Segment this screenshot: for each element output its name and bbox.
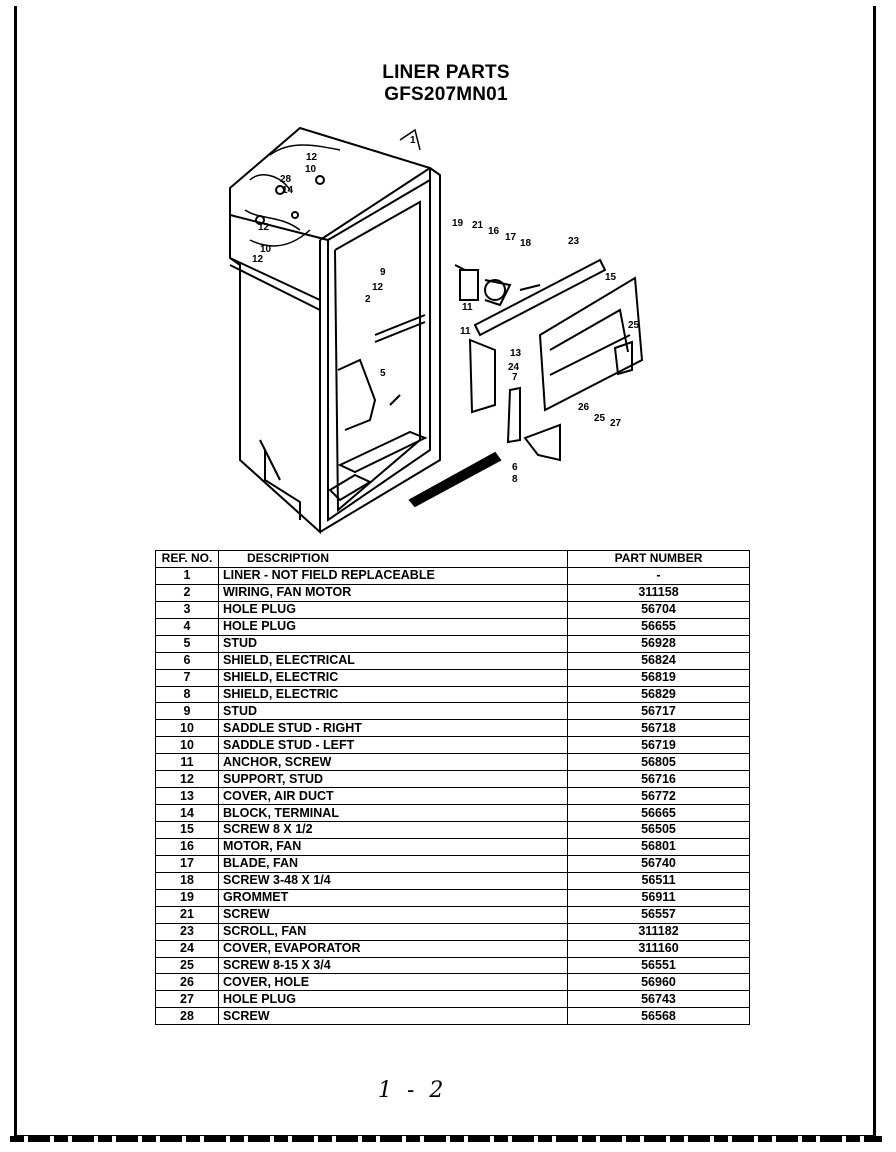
ref-cell: 28 bbox=[156, 1008, 219, 1025]
ref-cell: 12 bbox=[156, 771, 219, 788]
table-row bbox=[156, 838, 750, 855]
svg-text:28: 28 bbox=[280, 174, 292, 185]
part-number-cell: 56824 bbox=[568, 652, 750, 669]
table-row bbox=[156, 601, 750, 618]
model-number: GFS207MN01 bbox=[384, 84, 508, 105]
ref-cell: 4 bbox=[156, 618, 219, 635]
part-number-cell: 56716 bbox=[568, 771, 750, 788]
description-cell: SCREW 3-48 X 1/4 bbox=[219, 872, 568, 889]
svg-text:25: 25 bbox=[628, 320, 640, 331]
part-number-cell: 56772 bbox=[568, 788, 750, 805]
ref-cell: 26 bbox=[156, 974, 219, 991]
description-cell: SADDLE STUD - LEFT bbox=[219, 737, 568, 754]
part-number-cell: 56505 bbox=[568, 822, 750, 839]
table-row bbox=[156, 940, 750, 957]
ref-cell: 24 bbox=[156, 940, 219, 957]
ref-cell: 19 bbox=[156, 889, 219, 906]
description-cell: SADDLE STUD - RIGHT bbox=[219, 720, 568, 737]
description-cell: HOLE PLUG bbox=[219, 618, 568, 635]
svg-text:17: 17 bbox=[505, 232, 517, 243]
description-cell: SHIELD, ELECTRIC bbox=[219, 686, 568, 703]
svg-text:24: 24 bbox=[508, 362, 520, 373]
description-cell: HOLE PLUG bbox=[219, 991, 568, 1008]
table-row bbox=[156, 669, 750, 686]
ref-cell: 11 bbox=[156, 754, 219, 771]
description-cell: LINER - NOT FIELD REPLACEABLE bbox=[219, 567, 568, 584]
stud-bar bbox=[375, 315, 425, 405]
part-number-cell: 56568 bbox=[568, 1008, 750, 1025]
table-row bbox=[156, 1008, 750, 1025]
part-number-cell: 311160 bbox=[568, 940, 750, 957]
table-row bbox=[156, 652, 750, 669]
svg-text:26: 26 bbox=[578, 402, 590, 413]
ref-cell: 10 bbox=[156, 720, 219, 737]
liner-outline bbox=[230, 128, 440, 532]
scroll-fan bbox=[475, 260, 605, 335]
table-row bbox=[156, 805, 750, 822]
description-cell: ANCHOR, SCREW bbox=[219, 754, 568, 771]
svg-text:27: 27 bbox=[610, 418, 622, 429]
part-number-cell: 56511 bbox=[568, 872, 750, 889]
description-cell: SHIELD, ELECTRICAL bbox=[219, 652, 568, 669]
part-number-cell: 56801 bbox=[568, 838, 750, 855]
part-number-cell: 56717 bbox=[568, 703, 750, 720]
svg-text:2: 2 bbox=[365, 294, 371, 305]
description-cell: SUPPORT, STUD bbox=[219, 771, 568, 788]
svg-text:19: 19 bbox=[452, 218, 464, 229]
ref-cell: 9 bbox=[156, 703, 219, 720]
part-number-cell: 56805 bbox=[568, 754, 750, 771]
fan-assembly bbox=[455, 265, 540, 305]
description-cell: STUD bbox=[219, 703, 568, 720]
svg-text:15: 15 bbox=[605, 272, 617, 283]
description-cell: SCREW bbox=[219, 1008, 568, 1025]
description-cell: GROMMET bbox=[219, 889, 568, 906]
scan-edge-noise bbox=[10, 1136, 882, 1142]
description-header: DESCRIPTION bbox=[219, 551, 568, 568]
description-cell: MOTOR, FAN bbox=[219, 838, 568, 855]
table-row bbox=[156, 720, 750, 737]
table-row bbox=[156, 855, 750, 872]
part-number-cell: 56743 bbox=[568, 991, 750, 1008]
table-row bbox=[156, 703, 750, 720]
part-number-cell: 56655 bbox=[568, 618, 750, 635]
table-row bbox=[156, 889, 750, 906]
description-cell: SCREW 8-15 X 3/4 bbox=[219, 957, 568, 974]
svg-text:1: 1 bbox=[410, 135, 416, 146]
part-number-cell: 56557 bbox=[568, 906, 750, 923]
part-number-cell: 56819 bbox=[568, 669, 750, 686]
ref-cell: 18 bbox=[156, 872, 219, 889]
ref-cell: 14 bbox=[156, 805, 219, 822]
svg-text:9: 9 bbox=[380, 267, 386, 278]
table-row bbox=[156, 618, 750, 635]
ref-cell: 2 bbox=[156, 584, 219, 601]
page-title: LINER PARTS bbox=[382, 62, 510, 83]
ref-cell: 17 bbox=[156, 855, 219, 872]
svg-text:10: 10 bbox=[305, 164, 317, 175]
table-row bbox=[156, 974, 750, 991]
description-cell: COVER, HOLE bbox=[219, 974, 568, 991]
ref-cell: 5 bbox=[156, 635, 219, 652]
part-number-cell: 56928 bbox=[568, 635, 750, 652]
parts-table bbox=[155, 550, 750, 1025]
part-number-cell: 56719 bbox=[568, 737, 750, 754]
part-number-header: PART NUMBER bbox=[568, 551, 750, 568]
part-number-cell: 56829 bbox=[568, 686, 750, 703]
ref-cell: 8 bbox=[156, 686, 219, 703]
svg-text:12: 12 bbox=[306, 152, 318, 163]
description-cell: STUD bbox=[219, 635, 568, 652]
ref-cell: 16 bbox=[156, 838, 219, 855]
exploded-parts-diagram bbox=[220, 120, 670, 540]
svg-text:13: 13 bbox=[510, 348, 522, 359]
description-cell: COVER, AIR DUCT bbox=[219, 788, 568, 805]
table-row bbox=[156, 635, 750, 652]
table-header-row bbox=[156, 551, 750, 568]
table-row bbox=[156, 788, 750, 805]
ref-no-header: REF. NO. bbox=[156, 551, 219, 568]
shields bbox=[410, 342, 632, 506]
table-row bbox=[156, 737, 750, 754]
table-row bbox=[156, 906, 750, 923]
description-cell: SCREW 8 X 1/2 bbox=[219, 822, 568, 839]
part-number-cell: 56704 bbox=[568, 601, 750, 618]
table-row bbox=[156, 584, 750, 601]
table-row bbox=[156, 872, 750, 889]
parts-table-body bbox=[156, 567, 750, 1024]
ref-cell: 27 bbox=[156, 991, 219, 1008]
svg-text:10: 10 bbox=[260, 244, 272, 255]
part-number-cell: 311158 bbox=[568, 584, 750, 601]
svg-text:14: 14 bbox=[282, 185, 294, 196]
description-cell: SHIELD, ELECTRIC bbox=[219, 669, 568, 686]
svg-text:21: 21 bbox=[472, 220, 484, 231]
svg-text:11: 11 bbox=[460, 326, 471, 337]
part-number-cell: 56718 bbox=[568, 720, 750, 737]
ref-cell: 25 bbox=[156, 957, 219, 974]
part-number-cell: 56551 bbox=[568, 957, 750, 974]
ref-cell: 23 bbox=[156, 923, 219, 940]
handwritten-mark: 1 - 2 bbox=[378, 1078, 448, 1103]
table-row bbox=[156, 957, 750, 974]
ref-cell: 13 bbox=[156, 788, 219, 805]
ref-cell: 10 bbox=[156, 737, 219, 754]
description-cell: BLADE, FAN bbox=[219, 855, 568, 872]
description-cell: HOLE PLUG bbox=[219, 601, 568, 618]
svg-text:16: 16 bbox=[488, 226, 500, 237]
table-row bbox=[156, 567, 750, 584]
description-cell: COVER, EVAPORATOR bbox=[219, 940, 568, 957]
svg-text:5: 5 bbox=[380, 368, 386, 379]
description-cell: BLOCK, TERMINAL bbox=[219, 805, 568, 822]
part-number-cell: 311182 bbox=[568, 923, 750, 940]
table-row bbox=[156, 822, 750, 839]
part-number-cell: - bbox=[568, 567, 750, 584]
ref-cell: 15 bbox=[156, 822, 219, 839]
table-row bbox=[156, 771, 750, 788]
svg-text:11: 11 bbox=[462, 302, 473, 313]
svg-text:18: 18 bbox=[520, 238, 532, 249]
svg-text:8: 8 bbox=[512, 474, 518, 485]
table-row bbox=[156, 991, 750, 1008]
svg-text:25: 25 bbox=[594, 413, 606, 424]
svg-text:12: 12 bbox=[372, 282, 384, 293]
description-cell: WIRING, FAN MOTOR bbox=[219, 584, 568, 601]
air-duct-cover bbox=[470, 340, 495, 412]
svg-text:6: 6 bbox=[512, 462, 518, 473]
svg-text:7: 7 bbox=[512, 372, 518, 383]
part-number-cell: 56665 bbox=[568, 805, 750, 822]
ref-cell: 1 bbox=[156, 567, 219, 584]
part-number-cell: 56740 bbox=[568, 855, 750, 872]
part-number-cell: 56960 bbox=[568, 974, 750, 991]
table-row bbox=[156, 686, 750, 703]
table-row bbox=[156, 923, 750, 940]
svg-text:12: 12 bbox=[258, 222, 270, 233]
table-row bbox=[156, 754, 750, 771]
svg-text:23: 23 bbox=[568, 236, 580, 247]
ref-cell: 7 bbox=[156, 669, 219, 686]
part-number-cell: 56911 bbox=[568, 889, 750, 906]
description-cell: SCREW bbox=[219, 906, 568, 923]
description-cell: SCROLL, FAN bbox=[219, 923, 568, 940]
svg-text:12: 12 bbox=[252, 254, 264, 265]
ref-cell: 6 bbox=[156, 652, 219, 669]
ref-cell: 3 bbox=[156, 601, 219, 618]
ref-cell: 21 bbox=[156, 906, 219, 923]
